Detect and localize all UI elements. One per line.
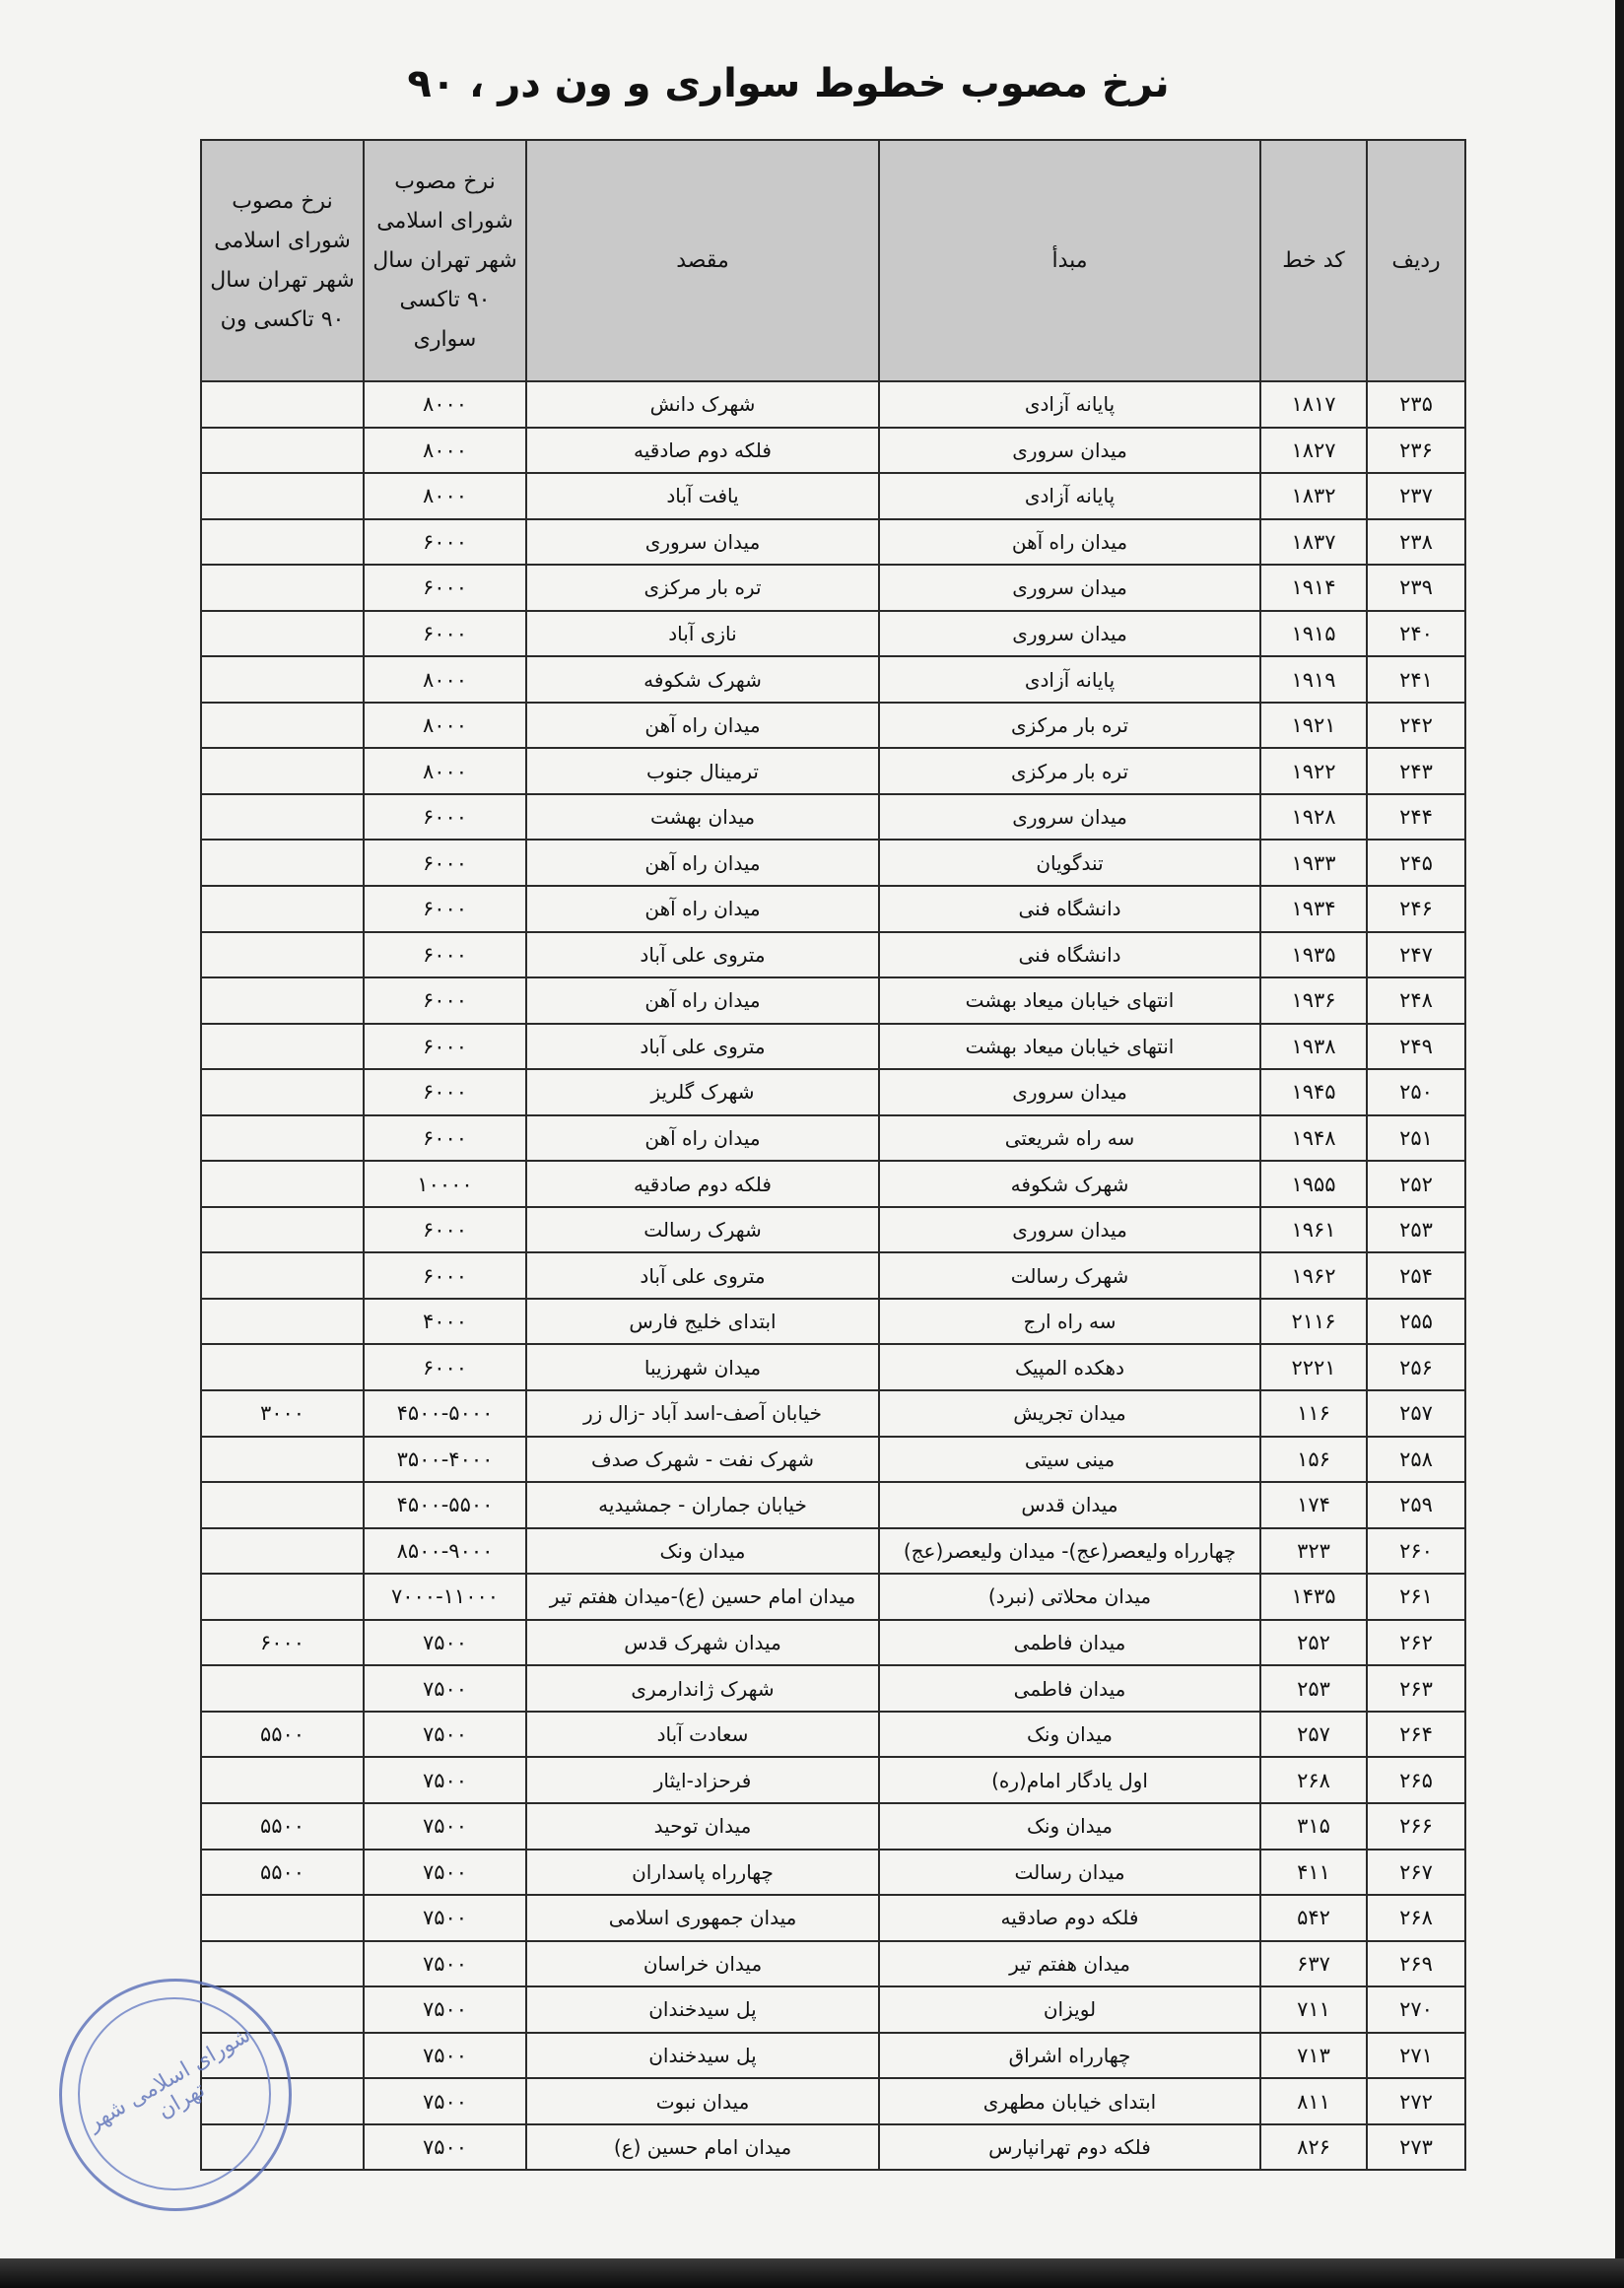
cell-destination: میدان راه آهن [526, 840, 879, 886]
cell-taxi-rate: ۷۵۰۰ [364, 1986, 526, 2033]
cell-origin: دانشگاه فنی [879, 932, 1260, 978]
table-row [201, 1482, 1465, 1528]
cell-row-no: ۲۴۹ [1367, 1024, 1465, 1070]
cell-taxi-rate: ۱۰۰۰۰ [364, 1161, 526, 1207]
cell-van-rate [201, 1665, 364, 1712]
cell-line-code: ۲۵۳ [1260, 1665, 1367, 1712]
table-row [201, 1299, 1465, 1345]
cell-row-no: ۲۳۶ [1367, 428, 1465, 474]
cell-destination: متروی علی آباد [526, 932, 879, 978]
table-row [201, 656, 1465, 703]
cell-row-no: ۲۴۴ [1367, 794, 1465, 841]
cell-van-rate [201, 1757, 364, 1803]
cell-van-rate [201, 840, 364, 886]
cell-destination: میدان بهشت [526, 794, 879, 841]
cell-van-rate [201, 656, 364, 703]
cell-destination: متروی علی آباد [526, 1252, 879, 1299]
cell-destination: میدان خراسان [526, 1941, 879, 1987]
table-row [201, 748, 1465, 794]
page-title: نرخ مصوب خطوط سواری و ون در ، ۹۰ [407, 61, 1170, 106]
cell-row-no: ۲۵۶ [1367, 1344, 1465, 1390]
cell-van-rate [201, 1252, 364, 1299]
cell-row-no: ۲۶۳ [1367, 1665, 1465, 1712]
council-stamp [59, 1979, 292, 2211]
cell-destination: میدان نبوت [526, 2078, 879, 2124]
cell-van-rate [201, 977, 364, 1024]
cell-taxi-rate: ۷۵۰۰ [364, 1895, 526, 1941]
cell-destination: یافت آباد [526, 473, 879, 519]
cell-origin: میدان ونک [879, 1803, 1260, 1850]
cell-origin: میدان محلاتی (نبرد) [879, 1574, 1260, 1620]
cell-origin: چهارراه ولیعصر(عج)- میدان ولیعصر(عج) [879, 1528, 1260, 1575]
cell-taxi-rate: ۶۰۰۰ [364, 840, 526, 886]
cell-origin: انتهای خیابان میعاد بهشت [879, 977, 1260, 1024]
cell-destination: شهرک رسالت [526, 1207, 879, 1253]
table-row [201, 1069, 1465, 1115]
cell-destination: نازی آباد [526, 611, 879, 657]
cell-line-code: ۱۹۳۴ [1260, 886, 1367, 932]
cell-origin: پایانه آزادی [879, 473, 1260, 519]
cell-van-rate [201, 1299, 364, 1345]
cell-origin: فلکه دوم صادقیه [879, 1895, 1260, 1941]
cell-van-rate [201, 1437, 364, 1483]
cell-taxi-rate: ۷۵۰۰ [364, 2033, 526, 2079]
cell-line-code: ۲۵۲ [1260, 1620, 1367, 1666]
table-body [201, 381, 1465, 2170]
cell-destination: تره بار مرکزی [526, 565, 879, 611]
scan-edge-bottom [0, 2258, 1624, 2288]
cell-taxi-rate: ۶۰۰۰ [364, 1024, 526, 1070]
cell-row-no: ۲۶۲ [1367, 1620, 1465, 1666]
table-row [201, 1986, 1465, 2033]
cell-row-no: ۲۵۱ [1367, 1115, 1465, 1162]
cell-line-code: ۱۸۲۷ [1260, 428, 1367, 474]
cell-taxi-rate: ۶۰۰۰ [364, 611, 526, 657]
cell-destination: پل سیدخندان [526, 1986, 879, 2033]
cell-taxi-rate: ۶۰۰۰ [364, 794, 526, 841]
cell-row-no: ۲۵۵ [1367, 1299, 1465, 1345]
cell-line-code: ۷۱۱ [1260, 1986, 1367, 2033]
cell-van-rate [201, 1161, 364, 1207]
table-row [201, 1024, 1465, 1070]
cell-origin: شهرک شکوفه [879, 1161, 1260, 1207]
table-row [201, 565, 1465, 611]
cell-row-no: ۲۴۳ [1367, 748, 1465, 794]
cell-line-code: ۱۴۳۵ [1260, 1574, 1367, 1620]
cell-van-rate: ۵۵۰۰ [201, 1712, 364, 1758]
table-row [201, 1390, 1465, 1437]
cell-line-code: ۱۸۱۷ [1260, 381, 1367, 428]
cell-van-rate [201, 1115, 364, 1162]
cell-origin: میدان سروری [879, 1207, 1260, 1253]
table-row [201, 1161, 1465, 1207]
cell-row-no: ۲۶۹ [1367, 1941, 1465, 1987]
cell-line-code: ۱۹۶۲ [1260, 1252, 1367, 1299]
cell-line-code: ۱۹۳۵ [1260, 932, 1367, 978]
table-row [201, 2078, 1465, 2124]
cell-line-code: ۲۶۸ [1260, 1757, 1367, 1803]
cell-van-rate [201, 565, 364, 611]
cell-line-code: ۳۱۵ [1260, 1803, 1367, 1850]
cell-destination: شهرک ژاندارمری [526, 1665, 879, 1712]
cell-origin: دهکده المپیک [879, 1344, 1260, 1390]
cell-van-rate [201, 748, 364, 794]
table-row [201, 1437, 1465, 1483]
cell-line-code: ۱۹۲۸ [1260, 794, 1367, 841]
cell-destination: خیابان آصف-اسد آباد -زال زر [526, 1390, 879, 1437]
cell-taxi-rate: ۸۰۰۰ [364, 748, 526, 794]
cell-destination: میدان امام حسین (ع)-میدان هفتم تیر [526, 1574, 879, 1620]
cell-row-no: ۲۷۱ [1367, 2033, 1465, 2079]
cell-taxi-rate: ۸۰۰۰ [364, 428, 526, 474]
cell-van-rate [201, 1941, 364, 1987]
table-row [201, 2033, 1465, 2079]
cell-line-code: ۱۵۶ [1260, 1437, 1367, 1483]
cell-line-code: ۱۹۶۱ [1260, 1207, 1367, 1253]
cell-row-no: ۲۴۱ [1367, 656, 1465, 703]
cell-destination: فلکه دوم صادقیه [526, 1161, 879, 1207]
cell-van-rate [201, 1482, 364, 1528]
cell-line-code: ۵۴۲ [1260, 1895, 1367, 1941]
cell-row-no: ۲۴۲ [1367, 703, 1465, 749]
header-line-code: کد خط [1260, 140, 1367, 381]
cell-taxi-rate: ۷۵۰۰ [364, 1712, 526, 1758]
cell-taxi-rate: ۶۰۰۰ [364, 1344, 526, 1390]
cell-taxi-rate: ۸۵۰۰-۹۰۰۰ [364, 1528, 526, 1575]
cell-destination: متروی علی آباد [526, 1024, 879, 1070]
table-row [201, 886, 1465, 932]
cell-origin: پایانه آزادی [879, 381, 1260, 428]
table-row [201, 1895, 1465, 1941]
cell-row-no: ۲۷۲ [1367, 2078, 1465, 2124]
table-row [201, 932, 1465, 978]
cell-taxi-rate: ۶۰۰۰ [364, 1207, 526, 1253]
cell-line-code: ۱۹۱۹ [1260, 656, 1367, 703]
cell-destination: پل سیدخندان [526, 2033, 879, 2079]
cell-destination: شهرک شکوفه [526, 656, 879, 703]
cell-taxi-rate: ۶۰۰۰ [364, 977, 526, 1024]
header-destination: مقصد [526, 140, 879, 381]
table-row [201, 519, 1465, 566]
cell-origin: میدان راه آهن [879, 519, 1260, 566]
cell-taxi-rate: ۷۵۰۰ [364, 1803, 526, 1850]
cell-row-no: ۲۴۰ [1367, 611, 1465, 657]
cell-destination: میدان راه آهن [526, 703, 879, 749]
stamp-text: شورای اسلامی شهر تهران [83, 2022, 255, 2136]
cell-destination: شهرک دانش [526, 381, 879, 428]
table-row [201, 2124, 1465, 2171]
table-row [201, 794, 1465, 841]
cell-van-rate [201, 1207, 364, 1253]
cell-row-no: ۲۴۶ [1367, 886, 1465, 932]
cell-taxi-rate: ۸۰۰۰ [364, 703, 526, 749]
cell-taxi-rate: ۷۵۰۰ [364, 2124, 526, 2171]
cell-origin: میدان ونک [879, 1712, 1260, 1758]
fare-table [200, 139, 1466, 2171]
table-row [201, 473, 1465, 519]
cell-row-no: ۲۳۷ [1367, 473, 1465, 519]
table-row [201, 1115, 1465, 1162]
header-row-no: ردیف [1367, 140, 1465, 381]
cell-destination: خیابان جماران - جمشیدیه [526, 1482, 879, 1528]
cell-destination: میدان سروری [526, 519, 879, 566]
table-header-row [201, 140, 1465, 381]
table-row [201, 1574, 1465, 1620]
table-row [201, 1620, 1465, 1666]
cell-line-code: ۱۱۶ [1260, 1390, 1367, 1437]
cell-destination: ترمینال جنوب [526, 748, 879, 794]
cell-origin: اول یادگار امام(ره) [879, 1757, 1260, 1803]
cell-row-no: ۲۶۰ [1367, 1528, 1465, 1575]
cell-line-code: ۴۱۱ [1260, 1850, 1367, 1896]
cell-line-code: ۱۹۳۶ [1260, 977, 1367, 1024]
cell-van-rate: ۵۵۰۰ [201, 1850, 364, 1896]
cell-destination: میدان راه آهن [526, 886, 879, 932]
cell-row-no: ۲۴۸ [1367, 977, 1465, 1024]
cell-row-no: ۲۶۵ [1367, 1757, 1465, 1803]
table-row [201, 703, 1465, 749]
scan-edge-right [1615, 0, 1624, 2288]
cell-van-rate [201, 932, 364, 978]
table-row [201, 1850, 1465, 1896]
cell-van-rate [201, 473, 364, 519]
cell-origin: چهارراه اشراق [879, 2033, 1260, 2079]
cell-line-code: ۲۱۱۶ [1260, 1299, 1367, 1345]
cell-line-code: ۸۱۱ [1260, 2078, 1367, 2124]
cell-row-no: ۲۵۰ [1367, 1069, 1465, 1115]
cell-row-no: ۲۶۷ [1367, 1850, 1465, 1896]
cell-row-no: ۲۶۶ [1367, 1803, 1465, 1850]
cell-line-code: ۱۹۲۱ [1260, 703, 1367, 749]
cell-line-code: ۷۱۳ [1260, 2033, 1367, 2079]
cell-line-code: ۱۹۴۵ [1260, 1069, 1367, 1115]
cell-van-rate: ۵۵۰۰ [201, 1803, 364, 1850]
cell-origin: میدان سروری [879, 1069, 1260, 1115]
cell-row-no: ۲۶۴ [1367, 1712, 1465, 1758]
table-row [201, 1207, 1465, 1253]
cell-origin: میدان سروری [879, 428, 1260, 474]
cell-origin: میدان قدس [879, 1482, 1260, 1528]
cell-line-code: ۱۹۵۵ [1260, 1161, 1367, 1207]
cell-taxi-rate: ۸۰۰۰ [364, 656, 526, 703]
cell-van-rate [201, 1069, 364, 1115]
cell-destination: میدان جمهوری اسلامی [526, 1895, 879, 1941]
header-origin: مبدأ [879, 140, 1260, 381]
cell-van-rate: ۳۰۰۰ [201, 1390, 364, 1437]
cell-line-code: ۱۹۳۳ [1260, 840, 1367, 886]
cell-destination: میدان راه آهن [526, 1115, 879, 1162]
table-row [201, 1252, 1465, 1299]
cell-taxi-rate: ۶۰۰۰ [364, 1252, 526, 1299]
cell-row-no: ۲۶۸ [1367, 1895, 1465, 1941]
cell-destination: میدان امام حسین (ع) [526, 2124, 879, 2171]
table-row [201, 428, 1465, 474]
cell-line-code: ۱۸۳۲ [1260, 473, 1367, 519]
cell-destination: میدان توحید [526, 1803, 879, 1850]
cell-taxi-rate: ۷۵۰۰ [364, 1941, 526, 1987]
cell-row-no: ۲۵۷ [1367, 1390, 1465, 1437]
cell-line-code: ۲۵۷ [1260, 1712, 1367, 1758]
table-row [201, 977, 1465, 1024]
cell-taxi-rate: ۶۰۰۰ [364, 565, 526, 611]
cell-van-rate [201, 428, 364, 474]
cell-van-rate [201, 1344, 364, 1390]
cell-origin: تره بار مرکزی [879, 703, 1260, 749]
cell-row-no: ۲۵۹ [1367, 1482, 1465, 1528]
cell-row-no: ۲۳۹ [1367, 565, 1465, 611]
cell-van-rate [201, 1895, 364, 1941]
cell-origin: ابتدای خیابان مطهری [879, 2078, 1260, 2124]
cell-taxi-rate: ۷۵۰۰ [364, 1665, 526, 1712]
cell-origin: سه راه ارج [879, 1299, 1260, 1345]
cell-destination: شهرک نفت - شهرک صدف [526, 1437, 879, 1483]
cell-row-no: ۲۷۰ [1367, 1986, 1465, 2033]
cell-destination: شهرک گلریز [526, 1069, 879, 1115]
header-van-rate: نرخ مصوب شورای اسلامی شهر تهران سال ۹۰ تاکسی ون [201, 140, 364, 381]
cell-origin: انتهای خیابان میعاد بهشت [879, 1024, 1260, 1070]
cell-taxi-rate: ۷۵۰۰ [364, 1757, 526, 1803]
cell-row-no: ۲۳۵ [1367, 381, 1465, 428]
table-row [201, 611, 1465, 657]
cell-row-no: ۲۳۸ [1367, 519, 1465, 566]
cell-row-no: ۲۴۷ [1367, 932, 1465, 978]
cell-row-no: ۲۵۸ [1367, 1437, 1465, 1483]
cell-van-rate [201, 611, 364, 657]
cell-origin: شهرک رسالت [879, 1252, 1260, 1299]
cell-van-rate [201, 1528, 364, 1575]
cell-destination: فلکه دوم صادقیه [526, 428, 879, 474]
cell-origin: میدان سروری [879, 565, 1260, 611]
cell-taxi-rate: ۶۰۰۰ [364, 519, 526, 566]
cell-line-code: ۱۹۱۴ [1260, 565, 1367, 611]
table-row [201, 840, 1465, 886]
cell-row-no: ۲۵۲ [1367, 1161, 1465, 1207]
cell-destination: میدان شهرزیبا [526, 1344, 879, 1390]
cell-destination: چهارراه پاسداران [526, 1850, 879, 1896]
cell-origin: فلکه دوم تهرانپارس [879, 2124, 1260, 2171]
cell-origin: میدان رسالت [879, 1850, 1260, 1896]
header-taxi-rate: نرخ مصوب شورای اسلامی شهر تهران سال ۹۰ تاکسی سواری [364, 140, 526, 381]
cell-van-rate [201, 381, 364, 428]
cell-row-no: ۲۵۴ [1367, 1252, 1465, 1299]
cell-destination: میدان راه آهن [526, 977, 879, 1024]
cell-taxi-rate: ۷۰۰۰-۱۱۰۰۰ [364, 1574, 526, 1620]
cell-line-code: ۸۲۶ [1260, 2124, 1367, 2171]
cell-origin: میدان سروری [879, 611, 1260, 657]
table-row [201, 1941, 1465, 1987]
table-row [201, 1344, 1465, 1390]
cell-line-code: ۲۲۲۱ [1260, 1344, 1367, 1390]
cell-line-code: ۱۹۴۸ [1260, 1115, 1367, 1162]
cell-destination: فرحزاد-ایثار [526, 1757, 879, 1803]
cell-origin: میدان فاطمی [879, 1620, 1260, 1666]
table-row [201, 1757, 1465, 1803]
cell-destination: سعادت آباد [526, 1712, 879, 1758]
cell-row-no: ۲۷۳ [1367, 2124, 1465, 2171]
cell-van-rate [201, 794, 364, 841]
cell-origin: میدان فاطمی [879, 1665, 1260, 1712]
table-row [201, 1528, 1465, 1575]
cell-origin: میدان هفتم تیر [879, 1941, 1260, 1987]
cell-van-rate: ۶۰۰۰ [201, 1620, 364, 1666]
cell-taxi-rate: ۶۰۰۰ [364, 886, 526, 932]
cell-destination: ابتدای خلیج فارس [526, 1299, 879, 1345]
cell-line-code: ۶۳۷ [1260, 1941, 1367, 1987]
cell-van-rate [201, 703, 364, 749]
cell-taxi-rate: ۶۰۰۰ [364, 1115, 526, 1162]
cell-taxi-rate: ۷۵۰۰ [364, 1620, 526, 1666]
cell-taxi-rate: ۷۵۰۰ [364, 2078, 526, 2124]
cell-line-code: ۳۲۳ [1260, 1528, 1367, 1575]
cell-taxi-rate: ۴۰۰۰ [364, 1299, 526, 1345]
cell-line-code: ۱۹۳۸ [1260, 1024, 1367, 1070]
table-row [201, 1803, 1465, 1850]
cell-van-rate [201, 1574, 364, 1620]
cell-taxi-rate: ۷۵۰۰ [364, 1850, 526, 1896]
cell-line-code: ۱۹۱۵ [1260, 611, 1367, 657]
cell-origin: لویزان [879, 1986, 1260, 2033]
cell-destination: میدان ونک [526, 1528, 879, 1575]
cell-taxi-rate: ۶۰۰۰ [364, 932, 526, 978]
cell-taxi-rate: ۴۵۰۰-۵۰۰۰ [364, 1390, 526, 1437]
cell-van-rate [201, 886, 364, 932]
cell-origin: پایانه آزادی [879, 656, 1260, 703]
cell-origin: مینی سیتی [879, 1437, 1260, 1483]
cell-row-no: ۲۴۵ [1367, 840, 1465, 886]
cell-origin: دانشگاه فنی [879, 886, 1260, 932]
cell-taxi-rate: ۳۵۰۰-۴۰۰۰ [364, 1437, 526, 1483]
table-row [201, 1665, 1465, 1712]
cell-taxi-rate: ۸۰۰۰ [364, 381, 526, 428]
cell-origin: میدان تجریش [879, 1390, 1260, 1437]
table-row [201, 381, 1465, 428]
cell-row-no: ۲۶۱ [1367, 1574, 1465, 1620]
cell-van-rate [201, 519, 364, 566]
cell-destination: میدان شهرک قدس [526, 1620, 879, 1666]
cell-origin: تره بار مرکزی [879, 748, 1260, 794]
cell-line-code: ۱۹۲۲ [1260, 748, 1367, 794]
cell-origin: تندگویان [879, 840, 1260, 886]
cell-origin: میدان سروری [879, 794, 1260, 841]
cell-row-no: ۲۵۳ [1367, 1207, 1465, 1253]
cell-taxi-rate: ۶۰۰۰ [364, 1069, 526, 1115]
cell-taxi-rate: ۴۵۰۰-۵۵۰۰ [364, 1482, 526, 1528]
cell-origin: سه راه شریعتی [879, 1115, 1260, 1162]
cell-van-rate [201, 1024, 364, 1070]
cell-line-code: ۱۸۳۷ [1260, 519, 1367, 566]
table-row [201, 1712, 1465, 1758]
cell-taxi-rate: ۸۰۰۰ [364, 473, 526, 519]
cell-line-code: ۱۷۴ [1260, 1482, 1367, 1528]
